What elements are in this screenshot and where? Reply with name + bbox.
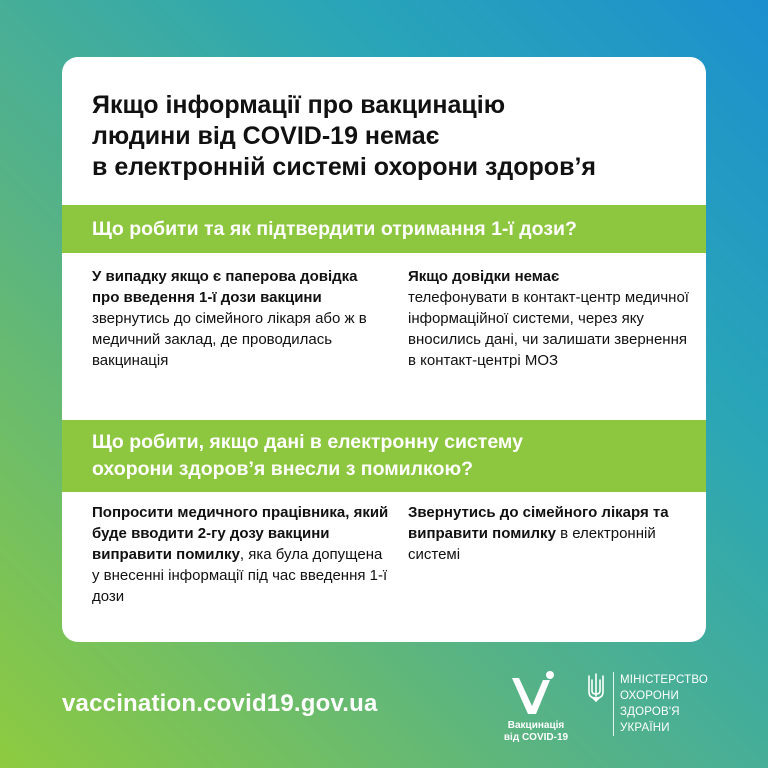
vaccination-logo-text <box>486 720 586 744</box>
section1-left-text: звернутись до сімейного лікаря або ж в медичний заклад, де проводилась вакцинація <box>92 310 367 369</box>
ministry-line-3: ЗДОРОВ'Я <box>620 706 680 718</box>
vaccination-logo-line-1: Вакцинація <box>507 720 565 731</box>
section2-right-column <box>408 502 698 565</box>
logo-divider <box>613 672 614 736</box>
vaccination-logo-line-2: від COVID-19 <box>503 732 569 743</box>
info-card <box>62 57 706 642</box>
section2-left-column <box>92 502 392 607</box>
section2-heading-line-2: охорони здоров’я внесли з помилкою? <box>92 458 474 480</box>
section2-left-text: , яка була допущена у внесенні інформації під час введення 1-ї дози <box>92 546 388 605</box>
section2-left-bold: Попросити медичного працівника, який буде вводити 2-гу дозу вакцини виправити помилку <box>92 504 389 563</box>
section1-heading-band <box>62 205 706 253</box>
section1-right-text: телефонувати в контакт-центр медичної інформаційної системи, через яку вносились дані, чи залишати звернення в контакт-центрі МОЗ <box>408 289 689 369</box>
section1-right-column <box>408 266 698 371</box>
section2-heading-band <box>62 420 706 492</box>
ministry-logo-text <box>620 672 708 736</box>
ministry-line-2: ОХОРОНИ <box>620 690 679 702</box>
section1-left-column <box>92 266 382 371</box>
ministry-line-1: МІНІСТЕРСТВО <box>620 674 709 686</box>
section2-heading-line-1: Що робити, якщо дані в електронну систему <box>92 431 523 453</box>
section1-left-bold: У випадку якщо є паперова довідка про введення 1-ї дози вакцини <box>92 268 358 306</box>
ministry-line-4: УКРАЇНИ <box>620 722 670 734</box>
title-line-2: людини від COVID-19 немає <box>92 122 440 150</box>
section2-right-bold: Звернутись до сімейного лікаря та виправити помилку <box>408 504 669 542</box>
website-link[interactable]: vaccination.covid19.gov.ua <box>62 690 378 717</box>
card-title <box>92 90 692 183</box>
section2-right-text: в електронній системі <box>408 525 656 563</box>
section1-right-bold: Якщо довідки немає <box>408 268 560 285</box>
title-line-3: в електронній системі охорони здоров’я <box>92 153 596 181</box>
section1-heading: Що робити та як підтвердити отримання 1-ї дози? <box>92 217 577 240</box>
trident-icon <box>585 672 607 702</box>
title-line-1: Якщо інформації про вакцинацію <box>92 91 506 119</box>
